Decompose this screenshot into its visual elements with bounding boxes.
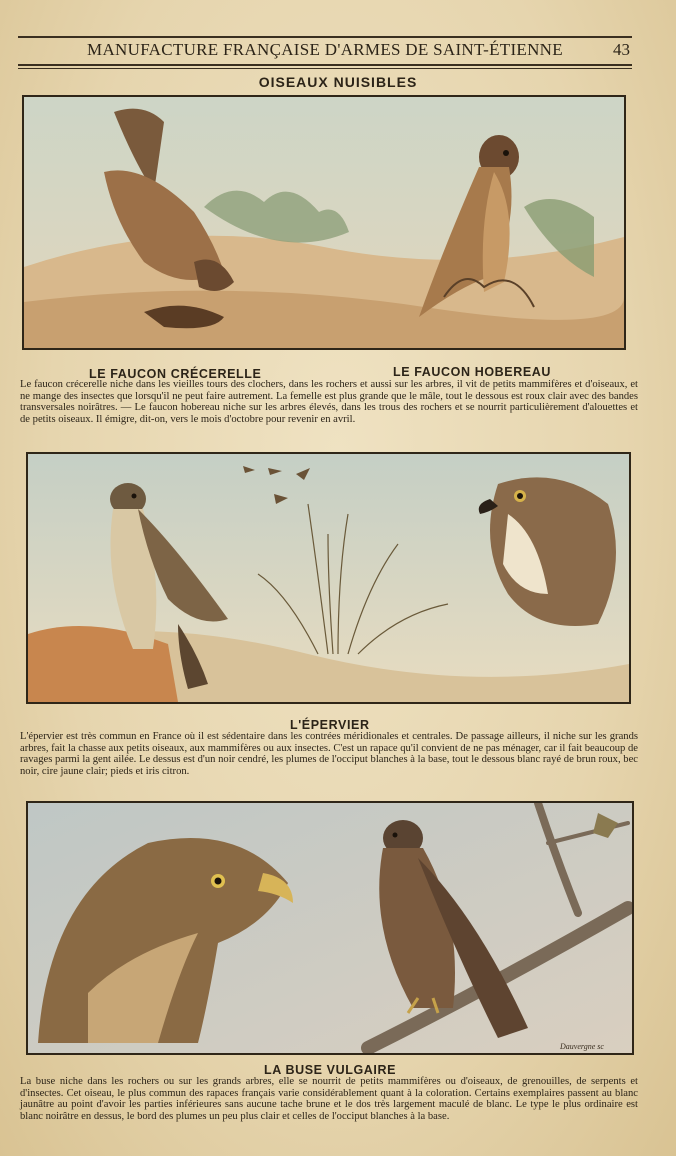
plate-epervier-illustration (26, 452, 631, 704)
caption-buse-vulgaire: LA BUSE VULGAIRE (264, 1063, 397, 1077)
header-bottom-rule (18, 64, 632, 66)
header-top-rule (18, 36, 632, 38)
plate-buse-illustration (26, 801, 634, 1055)
text-faucons: Le faucon crécerelle niche dans les vieilles tours des clochers, dans les rochers et aussi sur les arbres, il vit de petits mammifères et d'oiseaux, et ne mange des insectes que lorsqu'il ne peut faire autrement. La femelle est plus grande que le mâle, tout le dessous est roux clair avec des bandes transversales noirâtres. — Le faucon hobereau niche sur les arbres élevés, dans les trous des rochers et se nourrit particulièrement d'alouettes et de petits oiseaux. Il émigre, dit-on, vers le mois d'octobre pour revenir en avril. (20, 379, 638, 425)
engraver-signature: Dauvergne sc (560, 1042, 604, 1051)
text-epervier: L'épervier est très commun en France où il est sédentaire dans les contrées méridionales et centrales. De passage ailleurs, il niche sur les grands arbres, fait la chasse aux petits oiseaux, aux mammifères ou aux insectes. C'est un rapace qu'il convient de ne pas ménager, car il fait beaucoup de ravages parmi la gent ailée. Le dessus est d'un noir cendré, les plumes de l'occiput blanches à la base, tout le dessous blanc rayé de brun roux, bec noir, cire jaune clair; pieds et iris citron. (20, 731, 638, 777)
page-number: 43 (613, 40, 630, 59)
text-buse: La buse niche dans les rochers ou sur les grands arbres, elle se nourrit de petits mammifères ou d'oiseaux, de grenouilles, de serpents et d'insectes. Cet oiseau, le plus commun des rapaces français varie considérablement quant à la coloration. Certains exemplaires passent au blanc jaunâtre au point d'avoir les parties inférieures sans aucune tache brune et le dos très largement maculé de blanc. Le type le plus ordinaire est blanc noirâtre en dessus, le bord des plumes un peu plus clair et celles de l'occiput blanches à la base. (20, 1076, 638, 1122)
header-double-rule (18, 68, 632, 69)
caption-epervier: L'ÉPERVIER (290, 718, 370, 732)
plate-faucons-illustration (22, 95, 626, 350)
caption-faucon-hobereau: LE FAUCON HOBEREAU (393, 365, 552, 379)
page-header: MANUFACTURE FRANÇAISE D'ARMES DE SAINT-ÉTIENNE (87, 40, 563, 59)
section-title: OISEAUX NUISIBLES (258, 74, 418, 90)
caption-faucon-crecerelle: LE FAUCON CRÉCERELLE (89, 367, 262, 381)
